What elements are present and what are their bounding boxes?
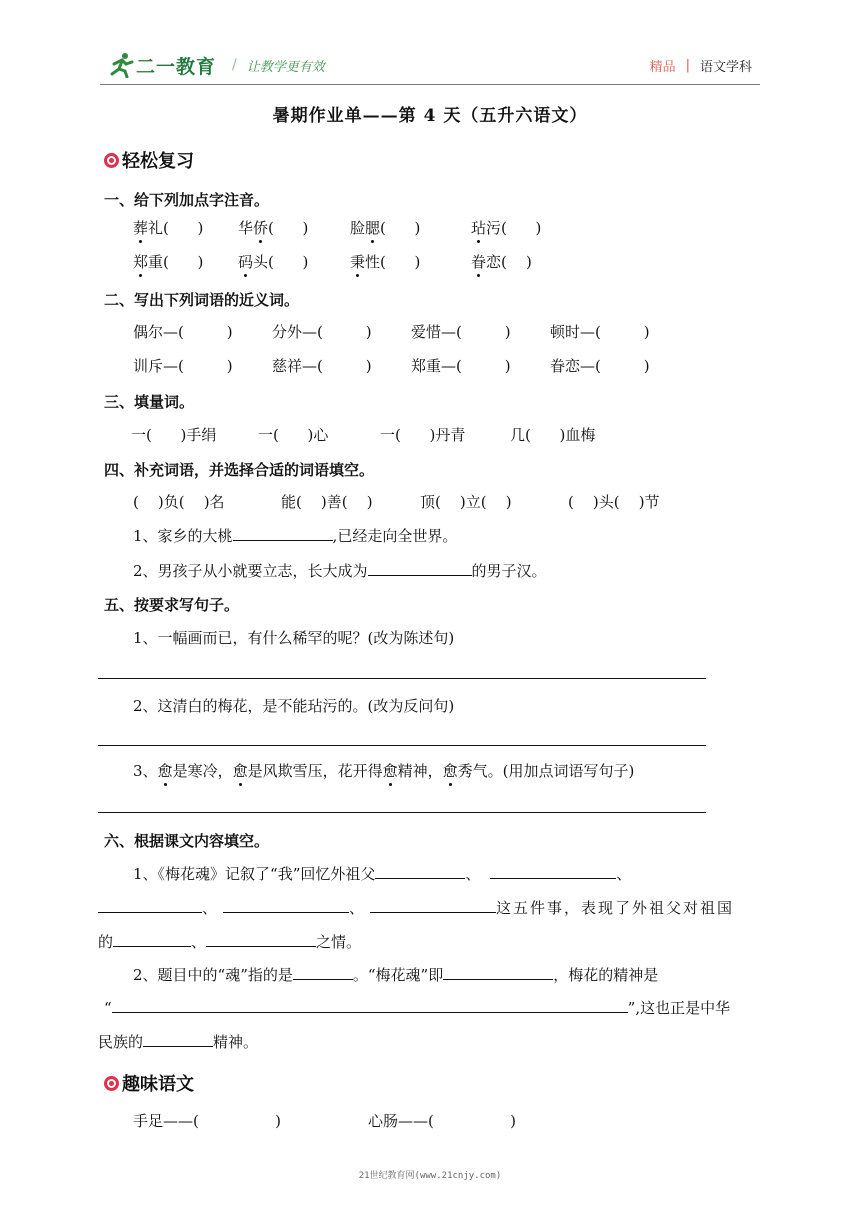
q1-heading: 一、给下列加点字注音。 [104,191,270,209]
answer-blank[interactable] [368,561,472,576]
q6-line-5: “ ”,这也正是中华 [104,999,731,1017]
fun-item[interactable]: 心肠——( ) [368,1112,516,1130]
page-footer: 21世纪教育网(www.21cnjy.com) [358,1171,502,1181]
q6-line-3: 的 、 之情。 [98,933,362,951]
q6-line-2: 、 、 这五件事，表现了外祖父对祖国 [98,897,734,918]
answer-line[interactable] [98,745,706,746]
answer-blank[interactable] [206,932,316,947]
answer-blank[interactable] [98,898,202,913]
q4-sentence-1: 1、家乡的大桃 ,已经走向全世界。 [133,527,458,545]
header-right [650,56,752,75]
q4-sentence-2: 2、男孩子从小就要立志，长大成为 的男子汉。 [133,562,547,580]
answer-blank[interactable] [223,898,349,913]
runner-logo-icon [108,52,134,78]
q2-item[interactable]: 分外—( ) [272,323,372,341]
answer-blank[interactable] [113,932,191,947]
q1-item[interactable]: 码头( ) [238,253,309,271]
brand-header [108,50,325,80]
q2-item[interactable]: 爱惜—( ) [411,323,511,341]
q3-item[interactable]: 一( )手绢 [131,426,217,444]
section-review-label: 轻松复习 [122,151,194,172]
answer-blank[interactable] [443,965,553,980]
q3-item[interactable]: 一( )心 [258,426,329,444]
answer-blank[interactable] [293,965,353,980]
q6-line-1: 1、《梅花魂》记叙了“我”回忆外祖父 、 、 [133,865,632,883]
section-review-heading [104,147,194,173]
q3-row [0,424,860,448]
q4-words [0,491,860,515]
divider-slash: / [232,57,237,73]
header-rule [100,84,760,85]
q1-row2 [0,251,860,275]
answer-line[interactable] [98,678,706,679]
q1-row1 [0,217,860,241]
q1-item[interactable]: 郑重( ) [133,253,204,271]
answer-blank[interactable] [143,1032,213,1047]
q4-word[interactable]: ( )头( )节 [568,493,660,511]
q2-item[interactable]: 顿时—( ) [550,323,650,341]
fun-item[interactable]: 手足——( ) [133,1112,281,1130]
q2-item[interactable]: 偶尔—( ) [133,323,233,341]
q1-item[interactable]: 玷污( ) [471,219,542,237]
q5-sentence-3: 3、愈是寒冷，愈是风欺雪压，花开得愈精神，愈秀气。(用加点词语写句子) [133,762,635,780]
answer-blank[interactable] [233,526,333,541]
q4-heading: 四、补充词语，并选择合适的词语填空。 [104,461,375,479]
q1-item[interactable]: 华侨( ) [238,219,309,237]
q1-item[interactable]: 秉性( ) [350,253,421,271]
brand-name: 二一教育 [136,55,217,78]
q1-item[interactable]: 葬礼( ) [133,219,204,237]
q1-item[interactable]: 眷恋( ) [471,253,532,271]
q2-item[interactable]: 慈祥—( ) [272,357,372,375]
q2-heading: 二、写出下列词语的近义词。 [104,291,300,309]
q2-item[interactable]: 眷恋—( ) [550,357,650,375]
answer-blank[interactable] [370,898,496,913]
fun-row [0,1110,860,1134]
answer-blank[interactable] [375,864,465,879]
q3-item[interactable]: 一( )丹青 [380,426,466,444]
slogan: 让教学更有效 [246,59,325,75]
premium-label: 精品 [649,60,676,75]
q1-item[interactable]: 脸腮( ) [350,219,421,237]
q2-item[interactable]: 郑重—( ) [411,357,511,375]
q6-line-6: 民族的 精神。 [98,1033,259,1051]
section-fun-heading [104,1070,194,1096]
q5-sentence-1: 1、一幅画而已，有什么稀罕的呢？(改为陈述句) [133,629,455,647]
section-fun-label: 趣味语文 [122,1074,194,1095]
subject-label: 语文学科 [699,60,752,75]
q5-sentence-2: 2、这清白的梅花，是不能玷污的。(改为反问句) [133,697,455,715]
page-title: 暑期作业单——第 4 天（五升六语文） [272,106,588,126]
q3-item[interactable]: 几( )血梅 [510,426,596,444]
q6-heading: 六、根据课文内容填空。 [104,832,270,850]
q5-heading: 五、按要求写句子。 [104,596,240,614]
bullseye-icon [104,153,119,168]
q4-word[interactable]: ( )负( )名 [133,493,225,511]
answer-blank[interactable] [490,864,616,879]
q2-item[interactable]: 训斥—( ) [133,357,233,375]
divider-bar: | [685,58,690,73]
q3-heading: 三、填量词。 [104,393,195,411]
q4-word[interactable]: 顶( )立( ) [420,493,512,511]
answer-blank[interactable] [112,998,628,1013]
q2-row1 [0,321,860,345]
bullseye-icon [104,1076,119,1091]
q2-row2 [0,355,860,379]
q6-line-4: 2、题目中的“魂”指的是 。“梅花魂”即 ，梅花的精神是 [133,966,659,984]
q4-word[interactable]: 能( )善( ) [281,493,373,511]
answer-line[interactable] [98,812,706,813]
